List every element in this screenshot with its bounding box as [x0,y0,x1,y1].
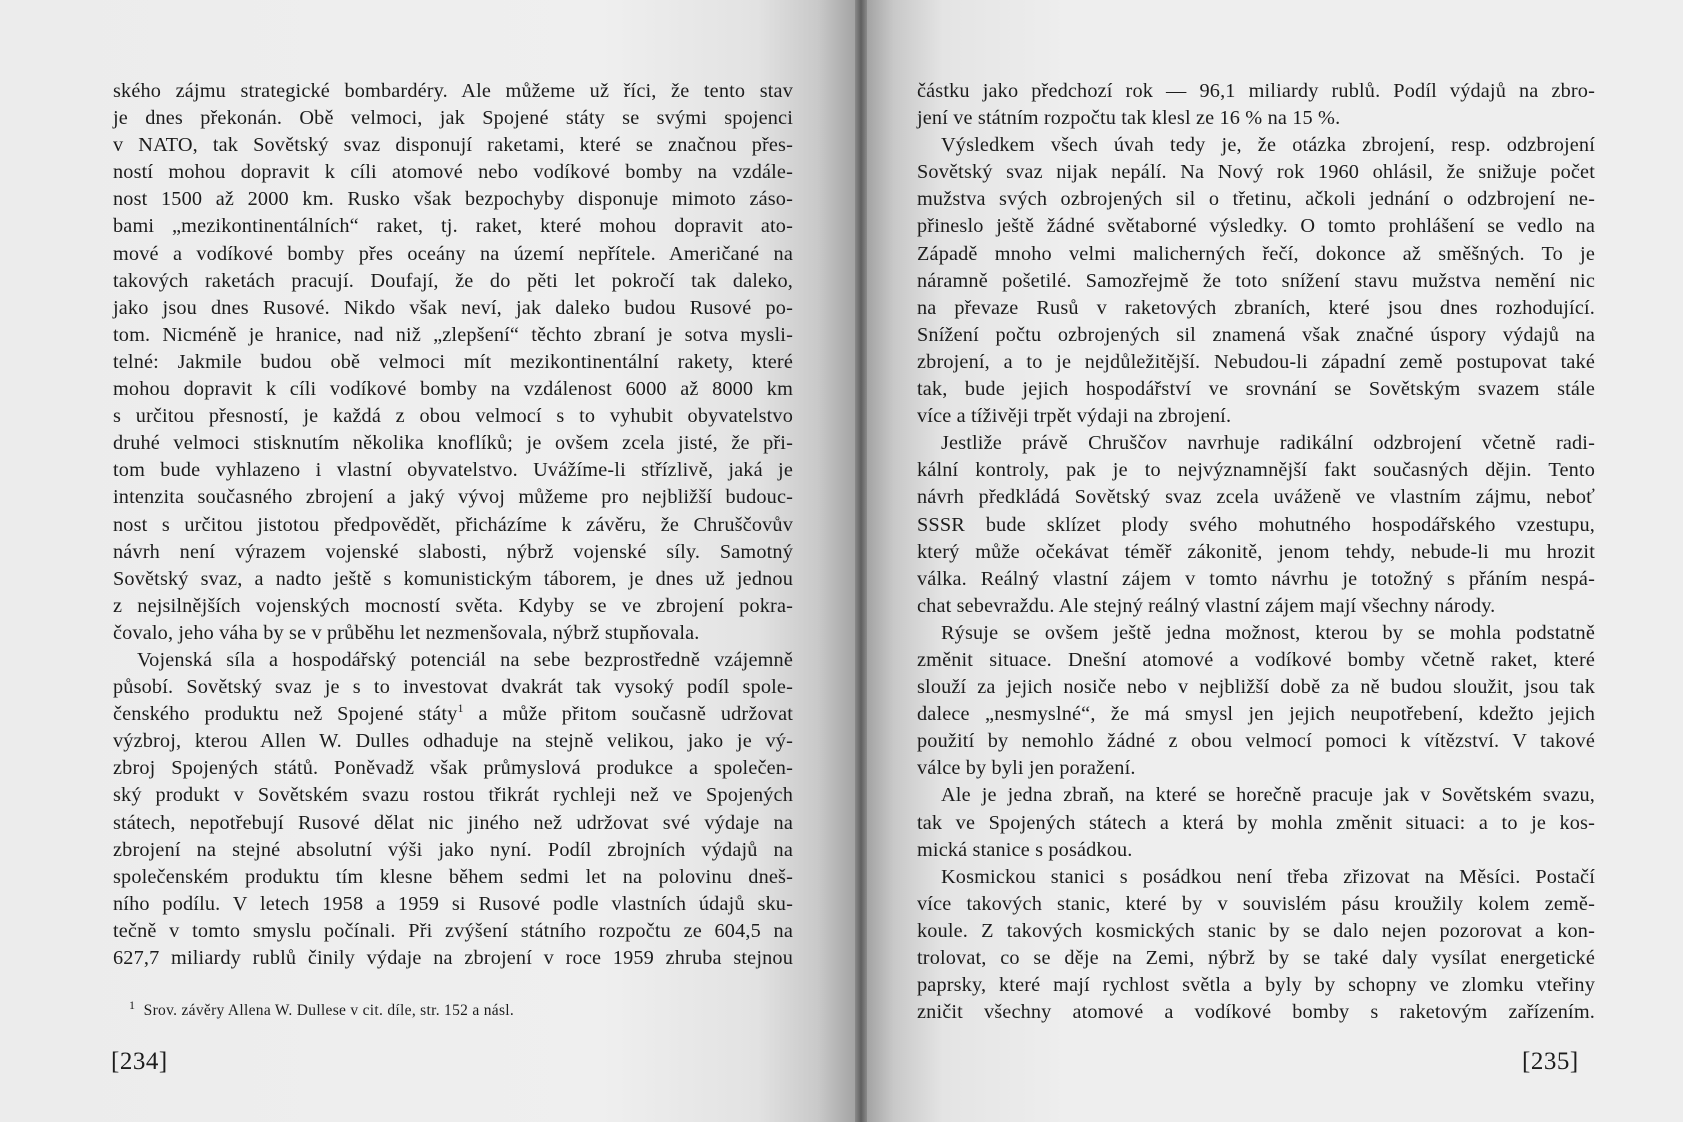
footnote [129,997,515,1020]
text-line: bami „mezikontinentálních“ raket, tj. raket, které mohou dopravit ato- [113,215,793,238]
right-page [861,0,1683,1122]
text-line: jení ve státním rozpočtu tak klesl ze 16 % na 15 %. [917,107,1341,130]
text-line: nost s určitou jistotou předpovědět, přicházíme k závěru, že Chruščovův [113,513,793,536]
text-line: mohou dopravit k cíli vodíkové bomby na vzdálenost 6000 až 8000 km [113,378,793,401]
text-line: použití by nemohlo žádné z obou velmocí pomoci k vítězství. V takové [917,730,1595,753]
text-line: koule. Z takových kosmických stanic by se dalo nejen pozorovat a kon- [917,919,1595,942]
text-line: částku jako předchozí rok — 96,1 miliardy rublů. Podíl výdajů na zbro- [917,80,1595,102]
text-line: mická stanice s posádkou. [917,838,1133,861]
text-line: Sovětský svaz nijak nepálí. Na Nový rok 1960 ohlásil, že snižuje počet [917,161,1595,184]
text-line: působí. Sovětský svaz je s to investovat dvakrát tak vysoký podíl spole- [113,676,793,699]
text-line: více a tíživěji trpět výdaji na zbrojení. [917,405,1232,428]
text-line: SSSR bude sklízet plody svého mohutného hospodářského vzestupu, [917,513,1595,536]
text-line: paprsky, které mají rychlost světla a byly by schopny ve zlomku vteřiny [917,974,1595,997]
text-line: náramně pošetilé. Samozřejmě že toto snížení stavu mužstva nemění nic [917,269,1595,292]
text-line: Jestliže právě Chruščov navrhuje radikální odzbrojení včetně radi- [941,432,1595,455]
text-line: Snížení počtu ozbrojených sil znamená však značné úspory výdajů na [917,323,1595,346]
text-line: tak, bude jejich hospodářství ve srovnání se Sovětským svazem stále [917,378,1595,401]
text-line: Rýsuje se ovšem ještě jedna možnost, kterou by se mohla podstatně [941,621,1595,644]
text-line: trolovat, co se děje na Zemi, nýbrž by se také daly vysílat energetické [917,947,1595,969]
text-segment: čenského produktu než Spojené státy [113,703,458,726]
text-line: ský produkt v Sovětském svazu rostou třikrát rychleji než ve Spojených [113,784,793,807]
text-line: ského zájmu strategické bombardéry. Ale můžeme už říci, že tento stav [113,80,793,102]
text-line: válce by byli jen poražení. [917,757,1136,780]
left-page-body-text [113,78,793,972]
text-line: z nejsilnějších vojenských mocností světa. Kdyby se ve zbrojení pokra- [113,594,793,617]
text-line: návrh předkládá Sovětský svaz zcela uváženě ve vlastním zájmu, neboť [917,486,1595,509]
book-gutter [855,0,867,1122]
text-line: čovalo, jeho váha by se v průběhu let nezmenšovala, nýbrž stupňovala. [113,621,700,644]
text-line: Kosmickou stanici s posádkou není třeba zřizovat na Měsíci. Postačí [941,865,1595,888]
footnote-reference: 1 [457,701,464,716]
text-line: více takových stanic, které by v souvislém pásu kroužily kolem země- [917,892,1595,915]
text-line-with-footnote-ref [113,701,793,728]
text-line: mové a vodíkové bomby přes oceány na území nepřítele. Američané na [113,242,793,265]
text-line: v NATO, tak Sovětský svaz disponují raketami, které se značnou přes- [113,134,793,157]
text-line: jako jsou dnes Rusové. Nikdo však neví, jak daleko budou Rusové po- [113,296,793,319]
text-line: 627,7 miliardy rublů činily výdaje na zbrojení v roce 1959 zhruba stejnou [113,947,793,969]
text-line: státech, nepotřebují Rusové dělat nic jiného než udržovat své výdaje na [113,811,793,834]
text-line: který může očekávat téměř zákonitě, jenom tehdy, nebude-li mu hrozit [917,540,1595,563]
text-line: zbrojení, a to je nejdůležitější. Nebudou-li západní země postupovat také [917,350,1595,373]
text-line: výzbroj, kterou Allen W. Dulles odhaduje na stejně velikou, jako je vý- [113,730,793,753]
text-line: zbrojení na stejné absolutní výši jako nyní. Podíl zbrojních výdajů na [113,838,793,861]
text-line: válka. Reálný vlastní zájem v tomto návrhu je totožný s přáním nespá- [917,567,1595,590]
text-line: na převaze Rusů v raketových zbraních, které jsou dnes rozhodující. [917,296,1595,319]
text-line: druhé velmoci stisknutím několika knoflíků; je ovšem zcela jisté, že při- [113,432,793,455]
text-line: takových raketách pracují. Doufají, že do pěti let pokročí tak daleko, [113,269,793,292]
page-number: [234] [111,1048,168,1075]
text-line: dalece „nesmyslné“, že má smysl jen jejich neupotřebení, kdežto jejich [917,703,1595,726]
text-line: přineslo ještě žádné světaborné výsledky. O tomto prohlášení se vedlo na [917,215,1595,238]
text-line: Ale je jedna zbraň, na které se horečně pracuje jak v Sovětském svazu, [941,784,1595,807]
footnote-text: Srov. závěry Allena W. Dullese v cit. díle, str. 152 a násl. [143,1002,515,1019]
text-line: telné: Jakmile budou obě velmoci mít mezikontinentální rakety, které [113,350,793,373]
text-line: tečně v tomto smyslu počínali. Při zvýšení státního rozpočtu ze 604,5 na [113,919,793,942]
text-line: tom bude vyhlazeno i vlastní obyvatelstvo. Uvážíme-li střízlivě, jaká je [113,459,793,482]
text-line: mužstva svých ozbrojených sil o třetinu, ačkoli jednání o odzbrojení ne- [917,188,1595,211]
text-line: nost 1500 až 2000 km. Rusko však bezpochyby disponuje mimoto záso- [113,188,793,211]
text-line: tak ve Spojených státech a která by mohla změnit situaci: a to je kos- [917,811,1595,834]
text-line: slouží za jejich nosiče nebo v nejbližší době za ně budou sloužit, jsou tak [917,676,1595,699]
text-line: zbroj Spojených států. Poněvadž však průmyslová produkce a společen- [113,757,793,780]
text-line: chat sebevraždu. Ale stejný reálný vlastní zájem mají všechny národy. [917,594,1496,617]
text-line: je dnes překonán. Obě velmoci, jak Spojené státy se svými spojenci [113,107,793,130]
text-line: návrh není výrazem vojenské slabosti, nýbrž vojenské síly. Samotný [113,540,793,563]
text-line: Vojenská síla a hospodářský potenciál na sebe bezprostředně vzájemně [137,648,793,671]
text-segment: a může přitom současně udržovat [463,703,794,726]
right-page-body-text [917,78,1595,1026]
text-line: změnit situace. Dnešní atomové a vodíkové bomby včetně raket, které [917,648,1595,671]
text-line: zničit všechny atomové a vodíkové bomby s raketovým zařízením. [917,1001,1595,1024]
text-line: Sovětský svaz, a nadto ještě s komunistickým táborem, je dnes už jednou [113,567,793,590]
text-line: společenském produktu tím klesne během sedmi let na polovinu dneš- [113,865,793,888]
text-line: Západě mnoho velmi malicherných řečí, dokonce až směšných. To je [917,242,1595,265]
text-line: ního podílu. V letech 1958 a 1959 si Rusové podle vlastních údajů sku- [113,892,793,915]
text-line: intenzita současného zbrojení a jaký vývoj můžeme pro nejbližší budouc- [113,486,793,509]
footnote-number: 1 [129,997,136,1012]
text-line: s určitou přesností, je každá z obou velmocí s to vyhubit obyvatelstvo [113,405,793,428]
text-line: tom. Nicméně je hranice, nad niž „zlepšení“ těchto zbraní je sotva mysli- [113,323,793,346]
text-line: kální kontroly, pak je to nejvýznamnější fakt současných dějin. Tento [917,459,1595,482]
text-line: Výsledkem všech úvah tedy je, že otázka zbrojení, resp. odzbrojení [941,134,1595,157]
text-line: ností mohou dopravit k cíli atomové nebo vodíkové bomby na vzdále- [113,161,793,184]
page-number: [235] [1522,1048,1579,1075]
